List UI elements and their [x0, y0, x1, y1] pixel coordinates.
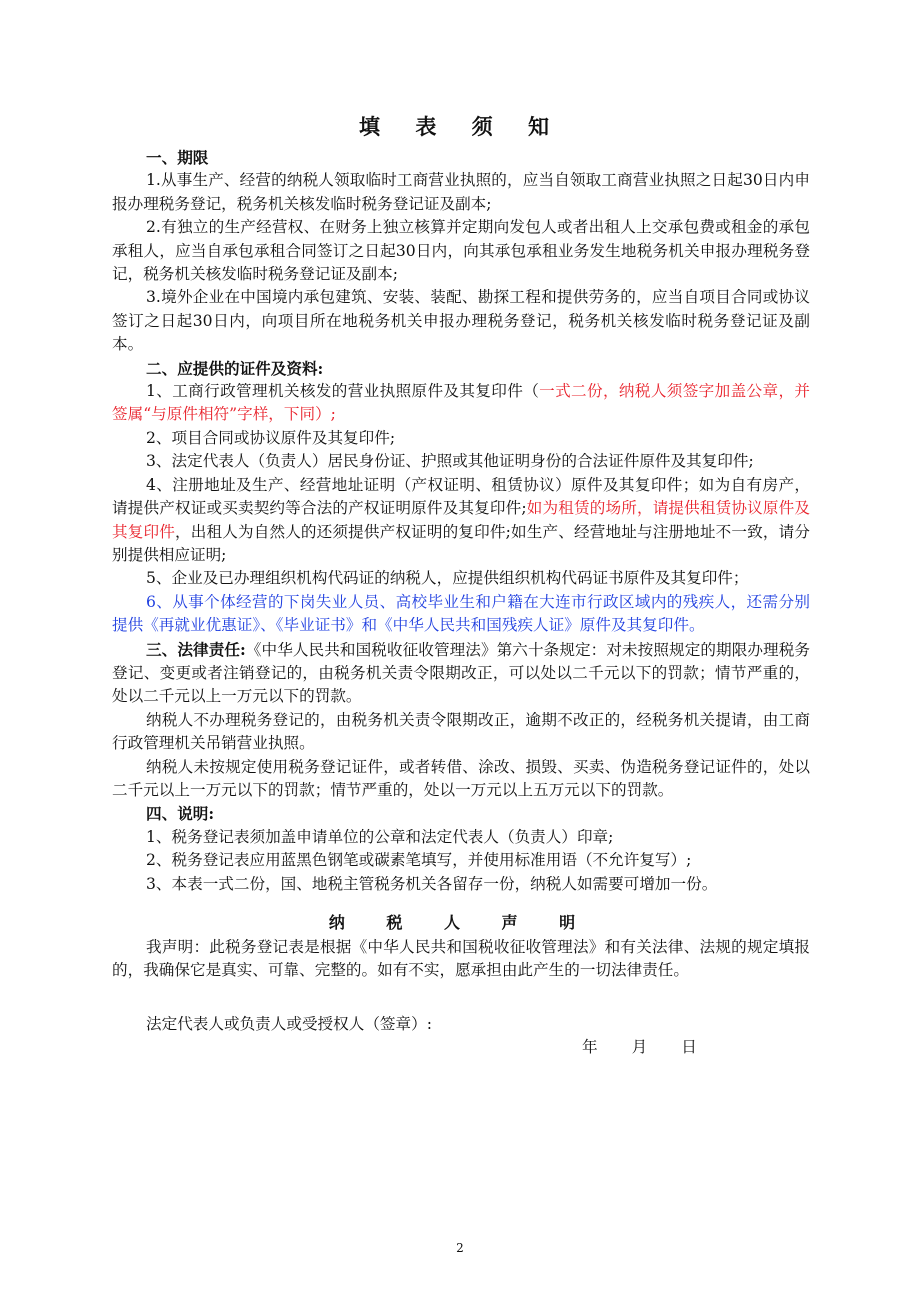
declaration-text: 我声明：此税务登记表是根据《中华人民共和国税收征收管理法》和有关法律、法规的规定填报的，我确保它是真实、可靠、完整的。如有不实，愿承担由此产生的一切法律责任。	[112, 938, 810, 980]
page-title: 填 表 须 知	[359, 114, 563, 139]
section-1-item-2: 2.有独立的生产经营权、在财务上独立核算并定期向发包人或者出租人上交承包费或租金的承包承租人，应当自承包承租合同签订之日起30日内，向其承包承租业务发生地税务机关申报办理税务登记，税务机关核发临时税务登记证及副本;	[112, 218, 810, 284]
year-label: 年	[582, 1038, 598, 1057]
section-3-text-1: 《中华人民共和国税收征收管理法》第六十条规定：对未按照规定的期限办理税务登记、变更或者注销登记的，由税务机关责令限期改正，可以处以二千元以下的罚款；情节严重的，处以二千元以上一万元以下的罚款。	[112, 640, 810, 706]
item-4-text-b: ，出租人为自然人的还须提供产权证明的复印件;如生产、经营地址与注册地址不一致，请分别提供相应证明;	[112, 522, 810, 564]
section-4-item-2: 2、税务登记表应用蓝黑色钢笔或碳素笔填写，并使用标准用语（不允许复写）;	[146, 851, 692, 870]
item-4-text-a: 4、注册地址及生产、经营地址证明（产权证明、租赁协议）原件及其复印件；如为自有房产，请提供产权证或买卖契约等合法的产权证明原件及其复印件;	[112, 475, 810, 518]
item-1-red-note: 一式二份，纳税人须签字加盖公章，并签属“与原件相符”字样，下同）;	[112, 382, 810, 424]
section-3-paragraph-3: 纳税人未按规定使用税务登记证件，或者转借、涂改、损毁、买卖、伪造税务登记证件的，处以二千元以上一万元以下的罚款；情节严重的，处以一万元以上五万元以下的罚款。	[112, 757, 810, 799]
section-2-item-5: 5、企业及已办理组织机构代码证的纳税人，应提供组织机构代码证书原件及其复印件；	[146, 569, 749, 588]
section-2-item-1	[112, 380, 810, 427]
item-1-text: 1、工商行政管理机关核发的营业执照原件及其复印件（	[146, 382, 540, 401]
section-1-item-1: 1.从事生产、经营的纳税人领取临时工商营业执照的，应当自领取工商营业执照之日起30日内申报办理税务登记，税务机关核发临时税务登记证及副本;	[112, 171, 810, 213]
day-label: 日	[681, 1038, 697, 1057]
section-1-item-3: 3.境外企业在中国境内承包建筑、安装、装配、勘探工程和提供劳务的，应当自项目合同或协议签订之日起30日内，向项目所在地税务机关申报办理税务登记，税务机关核发临时税务登记证及副本。	[112, 288, 810, 354]
section-2-item-3: 3、法定代表人（负责人）居民身份证、护照或其他证明身份的合法证件原件及其复印件;	[146, 452, 754, 471]
section-1-heading: 一、期限	[146, 148, 209, 167]
section-2-item-6: 6、从事个体经营的下岗失业人员、高校毕业生和户籍在大连市行政区域内的残疾人，还需分别提供《再就业优惠证》、《毕业证书》和《中华人民共和国残疾人证》原件及其复印件。	[112, 592, 810, 635]
signature-label: 法定代表人或负责人或受授权人（签章）:	[146, 1014, 432, 1033]
section-4-item-3: 3、本表一式二份，国、地税主管税务机关各留存一份，纳税人如需要可增加一份。	[146, 874, 718, 893]
date-line	[582, 1036, 810, 1059]
section-4-item-1: 1、税务登记表须加盖申请单位的公章和法定代表人（负责人）印章;	[146, 827, 614, 846]
section-3-paragraph-2: 纳税人不办理税务登记的，由税务机关责令限期改正，逾期不改正的，经税务机关提请，由工商行政管理机关吊销营业执照。	[112, 710, 810, 753]
section-2-heading: 二、应提供的证件及资料:	[146, 358, 324, 378]
declaration-title: 纳 税 人 声 明	[328, 913, 594, 932]
section-3-paragraph-1	[112, 638, 810, 709]
section-3-heading: 三、法律责任:	[146, 639, 246, 659]
document-page	[112, 112, 810, 1060]
section-4-heading: 四、说明:	[146, 804, 215, 824]
item-4-red-note: 如为租赁的场所，请提供租赁协议原件及其复印件	[112, 499, 810, 541]
month-label: 月	[631, 1038, 648, 1057]
section-2-item-2: 2、项目合同或协议原件及其复印件;	[146, 428, 396, 447]
page-number: 2	[456, 1241, 464, 1255]
section-2-item-4	[112, 474, 810, 568]
